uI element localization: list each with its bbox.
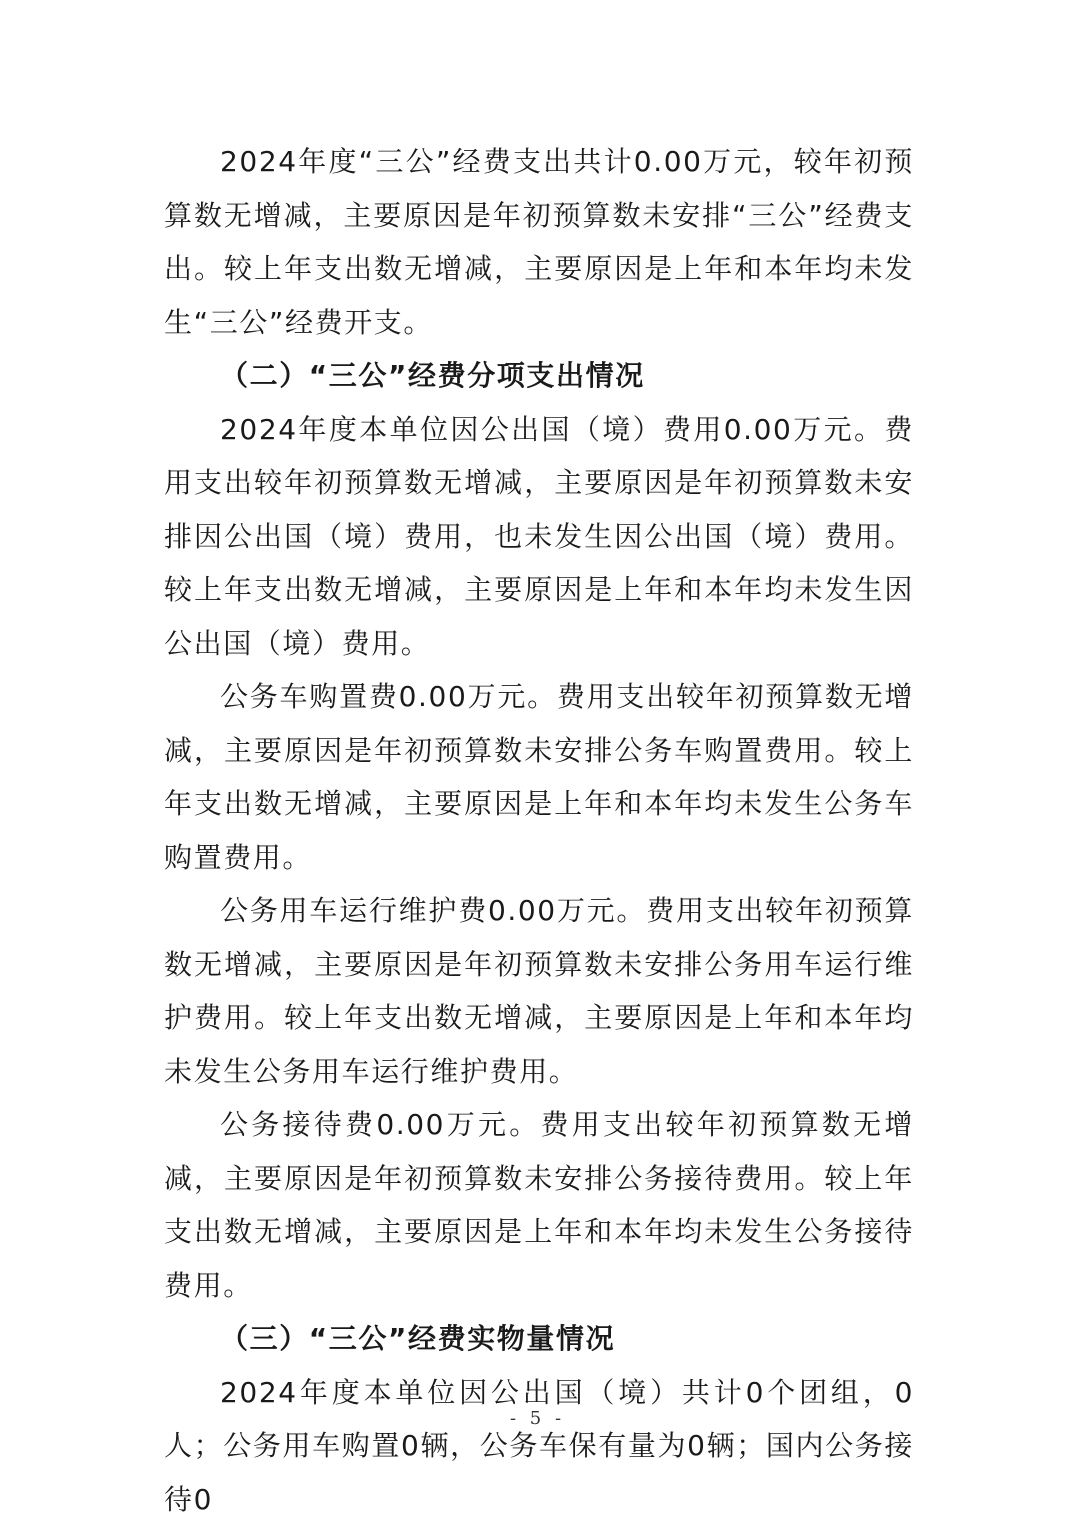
paragraph-physical-quantity: 2024年度本单位因公出国（境）共计0个团组，0人；公务用车购置0辆，公务车保有量为0辆；国内公务接待0 xyxy=(164,1366,914,1526)
page-body xyxy=(164,135,914,1526)
section-heading-itemized: （二）“三公”经费分项支出情况 xyxy=(164,349,914,403)
paragraph-overseas-travel: 2024年度本单位因公出国（境）费用0.00万元。费用支出较年初预算数无增减，主要原因是年初预算数未安排因公出国（境）费用，也未发生因公出国（境）费用。较上年支出数无增减，主要原因是上年和本年均未发生因公出国（境）费用。 xyxy=(164,403,914,671)
page-number: - 5 - xyxy=(0,1408,1075,1429)
paragraph-vehicle-purchase: 公务车购置费0.00万元。费用支出较年初预算数无增减，主要原因是年初预算数未安排公务车购置费用。较上年支出数无增减，主要原因是上年和本年均未发生公务车购置费用。 xyxy=(164,670,914,884)
paragraph-vehicle-maintenance: 公务用车运行维护费0.00万元。费用支出较年初预算数无增减，主要原因是年初预算数未安排公务用车运行维护费用。较上年支出数无增减，主要原因是上年和本年均未发生公务用车运行维护费用。 xyxy=(164,884,914,1098)
section-heading-physical-quantity: （三）“三公”经费实物量情况 xyxy=(164,1312,914,1366)
paragraph-total-expenditure: 2024年度“三公”经费支出共计0.00万元，较年初预算数无增减，主要原因是年初预算数未安排“三公”经费支出。较上年支出数无增减，主要原因是上年和本年均未发生“三公”经费开支。 xyxy=(164,135,914,349)
paragraph-reception: 公务接待费0.00万元。费用支出较年初预算数无增减，主要原因是年初预算数未安排公务接待费用。较上年支出数无增减，主要原因是上年和本年均未发生公务接待费用。 xyxy=(164,1098,914,1312)
